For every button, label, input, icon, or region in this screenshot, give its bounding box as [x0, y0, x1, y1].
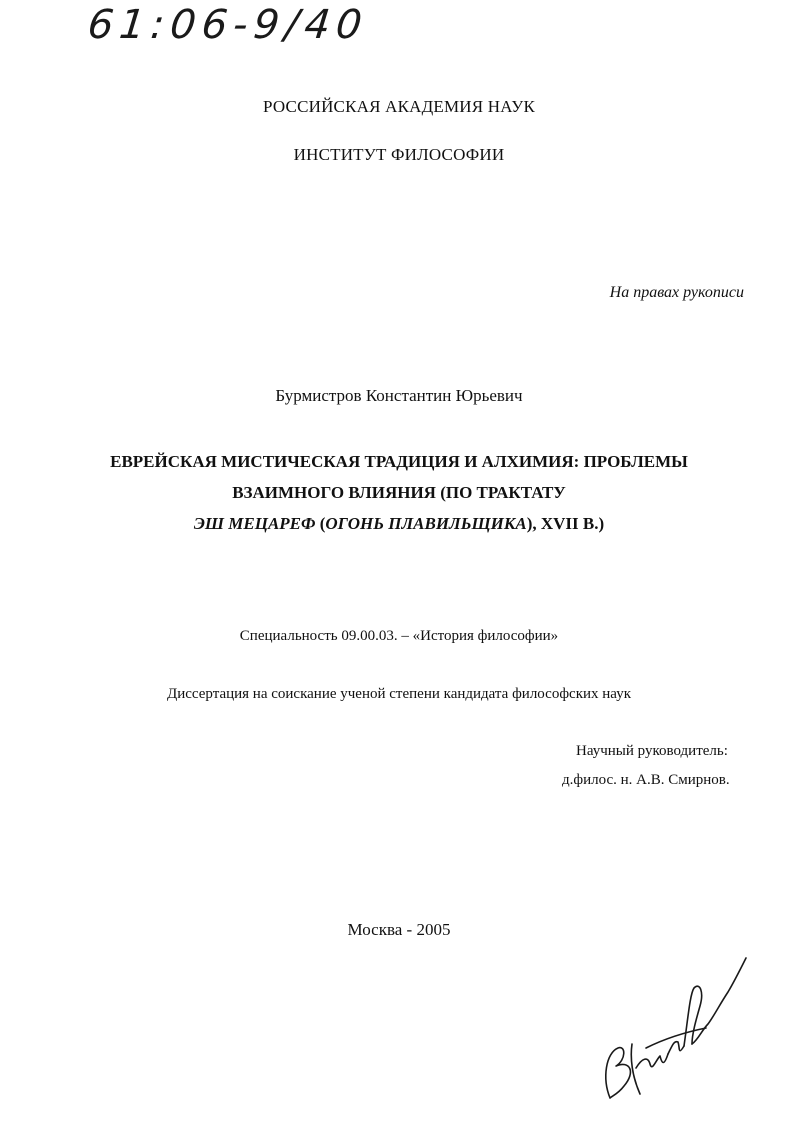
institute-name: ИНСТИТУТ ФИЛОСОФИИ — [293, 145, 505, 164]
academy-name: РОССИЙСКАЯ АКАДЕМИЯ НАУК — [262, 97, 535, 116]
dissertation-title — [0, 446, 798, 539]
dissertation-degree-line: Диссертация на соискание ученой степени кандидата философских наук — [166, 686, 631, 702]
author-name: Бурмистров Константин Юрьевич — [275, 386, 523, 405]
title-line-3 — [0, 508, 798, 539]
title-treatise-name: ЭШ МЕЦАРЕФ — [193, 514, 316, 533]
title-century: ), XVII В.) — [526, 514, 605, 533]
title-line-1: ЕВРЕЙСКАЯ МИСТИЧЕСКАЯ ТРАДИЦИЯ И АЛХИМИЯ: ПРОБЛЕМЫ — [110, 452, 688, 471]
title-separator: ( — [315, 514, 326, 533]
supervisor-name: д.филос. н. А.В. Смирнов. — [562, 772, 730, 788]
title-line-2: ВЗАИМНОГО ВЛИЯНИЯ (ПО ТРАКТАТУ — [232, 483, 566, 502]
handwritten-catalog-number: 61:06-9/40 — [85, 2, 370, 48]
supervisor-label: Научный руководитель: — [576, 743, 728, 759]
specialty-line: Специальность 09.00.03. – «История философии» — [239, 628, 559, 644]
title-treatise-translation: ОГОНЬ ПЛАВИЛЬЩИКА — [325, 514, 527, 533]
rights-note: На правах рукописи — [609, 284, 744, 301]
city-year: Москва - 2005 — [347, 920, 451, 939]
handwritten-signature — [596, 948, 756, 1108]
